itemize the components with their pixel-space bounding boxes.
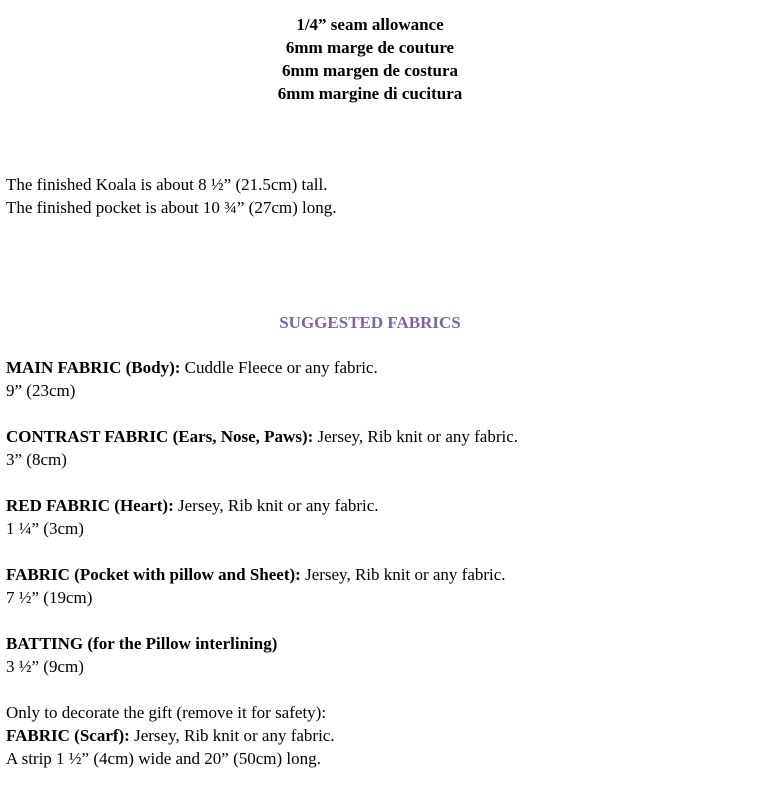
fabric-description: Jersey, Rib knit or any fabric. — [173, 496, 379, 515]
fabric-item-red — [6, 494, 518, 540]
seam-allowance-es: 6mm margen de costura — [281, 61, 459, 80]
fabric-line — [6, 632, 518, 655]
fabric-amount: 1 ¼” (3cm) — [6, 519, 84, 538]
fabric-label: FABRIC (Scarf): — [6, 726, 130, 745]
fabric-item-pocket — [6, 563, 518, 609]
fabric-label: RED FABRIC (Heart): — [6, 496, 174, 515]
fabric-amount: 7 ½” (19cm) — [6, 588, 93, 607]
fabric-description: Jersey, Rib knit or any fabric. — [313, 427, 518, 446]
seam-allowance-it: 6mm margine di cucitura — [277, 84, 463, 103]
fabric-amount: 9” (23cm) — [6, 381, 76, 400]
finished-koala-size: The finished Koala is about 8 ½” (21.5cm) tall. — [6, 175, 328, 194]
finished-size-block — [6, 173, 336, 219]
seam-allowance-block — [0, 13, 740, 105]
seam-allowance-en: 1/4” seam allowance — [296, 15, 444, 34]
fabric-line — [6, 425, 518, 448]
fabric-description: Cuddle Fleece or any fabric. — [180, 358, 378, 377]
fabric-amount: A strip 1 ½” (4cm) wide and 20” (50cm) long. — [6, 749, 321, 768]
fabric-label: BATTING (for the Pillow interlining) — [6, 634, 278, 653]
section-title-suggested-fabrics: SUGGESTED FABRICS — [279, 313, 461, 332]
fabric-label: MAIN FABRIC (Body): — [6, 358, 181, 377]
finished-pocket-size: The finished pocket is about 10 ¾” (27cm) long. — [6, 198, 337, 217]
fabric-amount: 3 ½” (9cm) — [6, 657, 84, 676]
decoration-block — [6, 701, 518, 770]
fabric-label: CONTRAST FABRIC (Ears, Nose, Paws): — [6, 427, 314, 446]
fabric-item-contrast — [6, 425, 518, 471]
fabric-line — [6, 724, 518, 747]
fabric-item-batting — [6, 632, 518, 678]
fabric-description: Jersey, Rib knit or any fabric. — [300, 565, 506, 584]
fabric-amount: 3” (8cm) — [6, 450, 67, 469]
fabric-item-main — [6, 356, 518, 402]
decoration-note: Only to decorate the gift (remove it for safety): — [6, 703, 327, 722]
fabric-line — [6, 356, 518, 379]
fabric-list — [6, 356, 518, 770]
fabric-label: FABRIC (Pocket with pillow and Sheet): — [6, 565, 301, 584]
fabric-line — [6, 494, 518, 517]
fabric-description: Jersey, Rib knit or any fabric. — [129, 726, 335, 745]
fabric-line — [6, 563, 518, 586]
seam-allowance-fr: 6mm marge de couture — [285, 38, 455, 57]
